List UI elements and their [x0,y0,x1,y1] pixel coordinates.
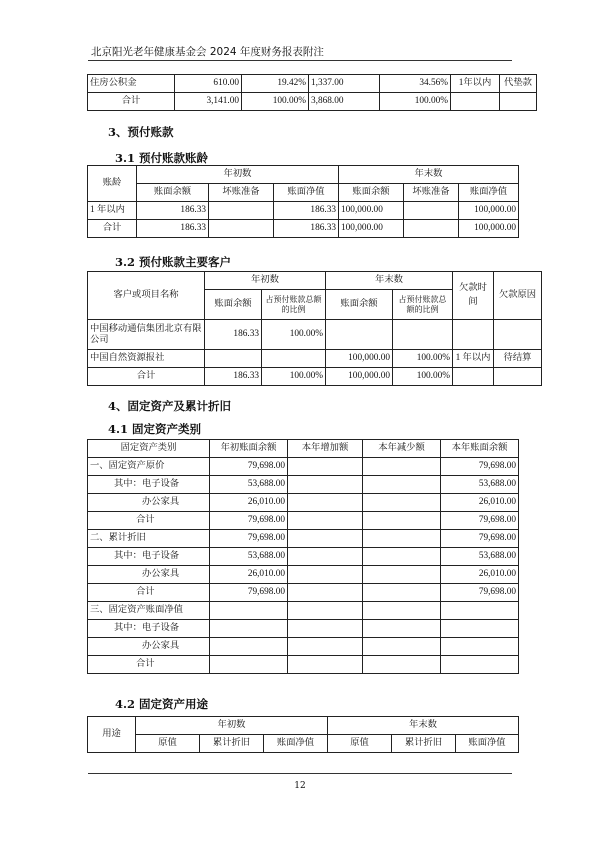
cell [288,476,363,494]
cell [363,656,441,674]
cell: 79,698.00 [210,530,288,548]
cell: 26,010.00 [441,494,519,512]
cell: 3,141.00 [175,93,242,111]
row-label: 其中：电子设备 [88,476,210,494]
cell: 100.00% [380,93,451,111]
cell [288,620,363,638]
column-header: 本年账面余额 [441,440,519,458]
cell [288,494,363,512]
header-client: 客户或项目名称 [88,272,205,320]
cell: 19.42% [242,75,309,93]
cell: 186.33 [205,320,262,350]
table-row [88,584,519,602]
other-receivables-table [87,74,537,111]
cell [288,638,363,656]
cell: 100,000.00 [339,202,404,220]
row-label: 中国移动通信集团北京有限公司 [88,320,205,350]
table-row [88,75,537,93]
cell [209,202,274,220]
cell: 79,698.00 [441,584,519,602]
table-row [88,512,519,530]
cell [288,602,363,620]
fixed-assets-table [87,439,519,674]
row-label: 合计 [88,220,137,238]
header-end: 年末数 [328,717,519,735]
row-label: 中国自然资源报社 [88,350,205,368]
cell [363,548,441,566]
cell [210,602,288,620]
cell: 186.33 [137,202,209,220]
header-owe-time: 欠款时间 [453,272,494,320]
header-net: 账面净值 [274,184,339,202]
row-label: 一、固定资产原价 [88,458,210,476]
header-end: 年末数 [339,166,519,184]
table-row [88,530,519,548]
table-row [88,320,542,350]
cell [363,638,441,656]
table-row [88,566,519,584]
cell [210,656,288,674]
cell [363,494,441,512]
cell [451,93,500,111]
cell: 100.00% [393,368,453,386]
cell [441,602,519,620]
cell: 待结算 [494,350,542,368]
footer-rule [88,773,512,774]
cell [363,620,441,638]
section-title: 4、固定资产及累计折旧 [108,399,232,413]
row-label: 办公家具 [88,494,210,512]
row-label: 办公家具 [88,638,210,656]
header-rule [88,60,512,61]
table-row [88,602,519,620]
cell [393,320,453,350]
cell: 53,688.00 [210,476,288,494]
header-book: 账面余额 [205,290,262,320]
row-label: 其中：电子设备 [88,620,210,638]
table-row [88,656,519,674]
row-label: 三、固定资产账面净值 [88,602,210,620]
cell [363,566,441,584]
cell: 1年以内 [451,75,500,93]
table-row [88,202,519,220]
row-label: 住房公积金 [88,75,175,93]
section-title: 3.1 预付账款账龄 [115,151,209,165]
header-begin: 年初数 [205,272,326,290]
cell [288,530,363,548]
cell [441,620,519,638]
cell [494,368,542,386]
table-row [88,620,519,638]
table-row [88,350,542,368]
table-row [88,220,519,238]
cell: 26,010.00 [210,494,288,512]
cell: 1 年以内 [453,350,494,368]
cell: 186.33 [205,368,262,386]
cell: 100,000.00 [459,220,519,238]
table-row [88,548,519,566]
cell: 100,000.00 [339,220,404,238]
header-begin: 年初数 [137,166,339,184]
cell: 186.33 [274,220,339,238]
header-end: 年末数 [326,272,453,290]
table-row [88,638,519,656]
cell [363,476,441,494]
cell: 100,000.00 [459,202,519,220]
header-orig: 原值 [328,735,392,753]
cell [288,566,363,584]
header-use: 用途 [88,717,136,753]
cell: 100.00% [262,368,326,386]
cell: 53,688.00 [210,548,288,566]
row-label: 1 年以内 [88,202,137,220]
cell: 代垫款 [500,75,537,93]
cell: 186.33 [274,202,339,220]
cell [441,656,519,674]
table-row [88,368,542,386]
column-header: 固定资产类别 [88,440,210,458]
cell [363,530,441,548]
cell [288,548,363,566]
cell: 100.00% [393,350,453,368]
section-title: 3.2 预付账款主要客户 [115,255,232,269]
cell: 53,688.00 [441,476,519,494]
header-bad: 坏账准备 [404,184,459,202]
cell: 26,010.00 [210,566,288,584]
prepaid-clients-table [87,271,542,386]
cell: 186.33 [137,220,209,238]
cell: 1,337.00 [309,75,380,93]
row-label: 二、累计折旧 [88,530,210,548]
cell [205,350,262,368]
cell [363,584,441,602]
cell [453,320,494,350]
section-title: 3、预付账款 [108,125,174,139]
cell [210,638,288,656]
cell [363,458,441,476]
cell [500,93,537,111]
header-dep: 累计折旧 [200,735,264,753]
header-orig: 原值 [136,735,200,753]
cell: 100,000.00 [326,368,393,386]
cell [441,638,519,656]
cell [209,220,274,238]
cell: 79,698.00 [441,512,519,530]
header-ratio: 占预付账款总额的比例 [262,290,326,320]
cell: 34.56% [380,75,451,93]
header-owe-reason: 欠款原因 [494,272,542,320]
fixed-assets-use-table [87,716,519,753]
cell: 610.00 [175,75,242,93]
cell [404,202,459,220]
cell: 53,688.00 [441,548,519,566]
cell: 3,868.00 [309,93,380,111]
column-header: 本年减少额 [363,440,441,458]
page-number: 12 [294,781,306,791]
header-bad: 坏账准备 [209,184,274,202]
cell [326,320,393,350]
page-header: 北京阳光老年健康基金会 2024 年度财务报表附注 [91,46,324,58]
header-ratio: 占预付账款总额的比例 [393,290,453,320]
cell: 79,698.00 [441,530,519,548]
row-label: 合计 [88,512,210,530]
cell: 100.00% [242,93,309,111]
row-label: 合计 [88,368,205,386]
cell [288,584,363,602]
row-label: 合计 [88,584,210,602]
cell: 79,698.00 [210,458,288,476]
header-book: 账面余额 [137,184,209,202]
row-label: 合计 [88,93,175,111]
cell: 100.00% [262,320,326,350]
table-row [88,476,519,494]
cell: 79,698.00 [210,512,288,530]
header-age: 账龄 [88,166,137,202]
cell [210,620,288,638]
header-net: 账面净值 [264,735,328,753]
header-dep: 累计折旧 [392,735,456,753]
cell [262,350,326,368]
header-net: 账面净值 [459,184,519,202]
table-row [88,458,519,476]
row-label: 其中：电子设备 [88,548,210,566]
cell: 26,010.00 [441,566,519,584]
table-row [88,494,519,512]
table-row [88,93,537,111]
row-label: 合计 [88,656,210,674]
cell [453,368,494,386]
cell [494,320,542,350]
section-title: 4.1 固定资产类别 [108,422,202,436]
header-book: 账面余额 [339,184,404,202]
cell: 79,698.00 [210,584,288,602]
header-book: 账面余额 [326,290,393,320]
cell [404,220,459,238]
cell: 79,698.00 [441,458,519,476]
cell [288,656,363,674]
column-header: 本年增加额 [288,440,363,458]
cell: 100,000.00 [326,350,393,368]
section-title: 4.2 固定资产用途 [115,697,209,711]
prepaid-aging-table [87,165,519,238]
cell [363,512,441,530]
cell [288,458,363,476]
cell [363,602,441,620]
header-begin: 年初数 [136,717,328,735]
header-net: 账面净值 [456,735,519,753]
column-header: 年初账面余额 [210,440,288,458]
cell [288,512,363,530]
row-label: 办公家具 [88,566,210,584]
